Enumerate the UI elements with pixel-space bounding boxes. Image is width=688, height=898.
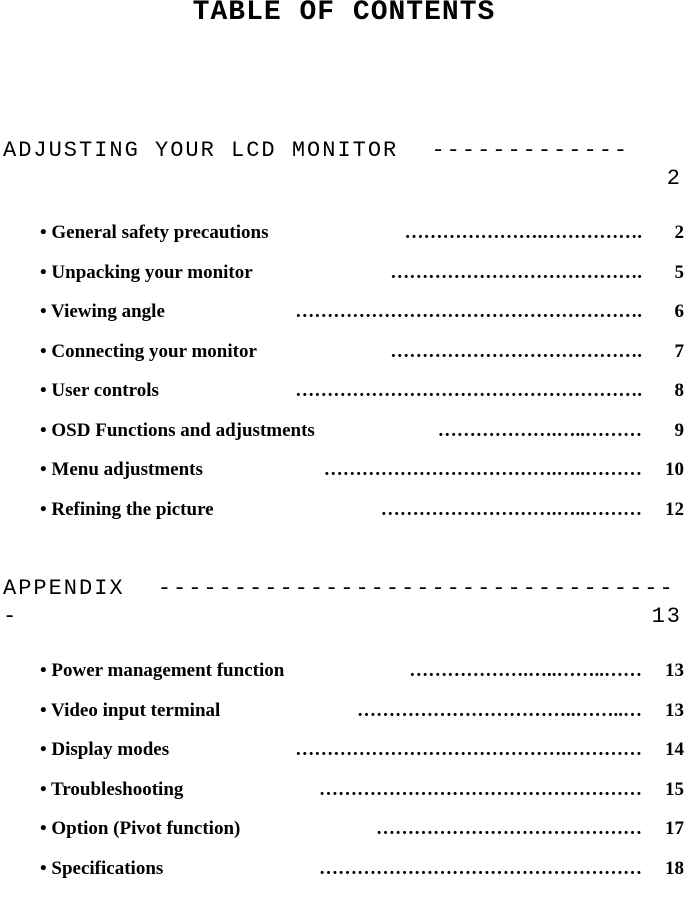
toc-entry-leader: ………………………………………………. xyxy=(295,381,642,401)
toc-entry-label: • Connecting your monitor xyxy=(40,342,257,362)
entries-appendix xyxy=(0,661,688,898)
toc-entry-page: 5 xyxy=(675,263,685,283)
toc-entry-leader: …………………………………….………… xyxy=(295,740,642,760)
toc-entry-leader: …………………………………………… xyxy=(319,859,642,879)
section-heading-appendix xyxy=(0,576,688,636)
toc-entry-page: 13 xyxy=(665,701,684,721)
toc-entry-page: 18 xyxy=(665,859,684,879)
toc-entry[interactable] xyxy=(0,819,688,859)
toc-entry-leader: …………………………………… xyxy=(376,819,642,839)
toc-entry-leader: ………………….……………. xyxy=(405,223,643,243)
toc-entry-page: 17 xyxy=(665,819,684,839)
toc-entry-leader: ………………………………………………. xyxy=(295,302,642,322)
toc-entry[interactable] xyxy=(0,780,688,820)
toc-entry-label: • General safety precautions xyxy=(40,223,268,243)
toc-entry-leader: ……………………………….…..……… xyxy=(324,460,642,480)
toc-entry-leader: ……………….…..……… xyxy=(438,421,642,441)
toc-entry-label: • Menu adjustments xyxy=(40,460,203,480)
toc-entry-label: • User controls xyxy=(40,381,159,401)
toc-entry[interactable] xyxy=(0,381,688,421)
toc-entry-label: • Unpacking your monitor xyxy=(40,263,253,283)
toc-entry[interactable] xyxy=(0,701,688,741)
toc-entry-page: 14 xyxy=(665,740,684,760)
toc-entry-label: • Power management function xyxy=(40,661,284,681)
section-leader-continued: - xyxy=(3,604,18,630)
toc-entry-label: • Specifications xyxy=(40,859,163,879)
section-heading-adjusting xyxy=(0,138,688,198)
toc-entry[interactable] xyxy=(0,740,688,780)
toc-entry-leader: …………………………………………… xyxy=(319,780,642,800)
toc-entry[interactable] xyxy=(0,421,688,461)
section-leader: ------------- xyxy=(431,138,629,163)
toc-entry-label: • Troubleshooting xyxy=(40,780,183,800)
toc-entry-page: 13 xyxy=(665,661,684,681)
toc-entry[interactable] xyxy=(0,302,688,342)
toc-entry-label: • Refining the picture xyxy=(40,500,214,520)
toc-entry[interactable] xyxy=(0,342,688,382)
toc-entry-page: 6 xyxy=(675,302,685,322)
toc-entry[interactable] xyxy=(0,263,688,303)
toc-entry-page: 8 xyxy=(675,381,685,401)
toc-entry-leader: ……………………………..……..… xyxy=(357,701,642,721)
toc-entry-page: 15 xyxy=(665,780,684,800)
page-title: TABLE OF CONTENTS xyxy=(0,0,688,26)
section-heading-text: ADJUSTING YOUR LCD MONITOR xyxy=(3,138,398,163)
toc-entry-page: 10 xyxy=(665,460,684,480)
section-page-number: 2 xyxy=(667,166,682,192)
toc-entry-page: 9 xyxy=(675,421,685,441)
toc-entry-leader: ……………….…..……..…… xyxy=(409,661,642,681)
toc-entry-page: 12 xyxy=(665,500,684,520)
toc-entry[interactable] xyxy=(0,661,688,701)
section-heading-text: APPENDIX xyxy=(3,576,125,601)
toc-entry[interactable] xyxy=(0,460,688,500)
toc-entry-label: • Viewing angle xyxy=(40,302,165,322)
toc-entry-label: • Video input terminal xyxy=(40,701,220,721)
toc-entry[interactable] xyxy=(0,223,688,263)
toc-entry-label: • Display modes xyxy=(40,740,169,760)
entries-adjusting xyxy=(0,223,688,539)
toc-entry[interactable] xyxy=(0,500,688,540)
toc-entry-label: • OSD Functions and adjustments xyxy=(40,421,315,441)
toc-entry-leader: …………………………………. xyxy=(390,342,642,362)
section-page-number: 13 xyxy=(652,604,682,630)
toc-entry-page: 7 xyxy=(675,342,685,362)
toc-entry[interactable] xyxy=(0,859,688,898)
toc-entry-leader: ……………………….…..……… xyxy=(381,500,642,520)
toc-entry-leader: …………………………………. xyxy=(390,263,642,283)
toc-entry-label: • Option (Pivot function) xyxy=(40,819,240,839)
toc-entry-page: 2 xyxy=(675,223,685,243)
section-leader: ---------------------------------- xyxy=(158,576,675,601)
